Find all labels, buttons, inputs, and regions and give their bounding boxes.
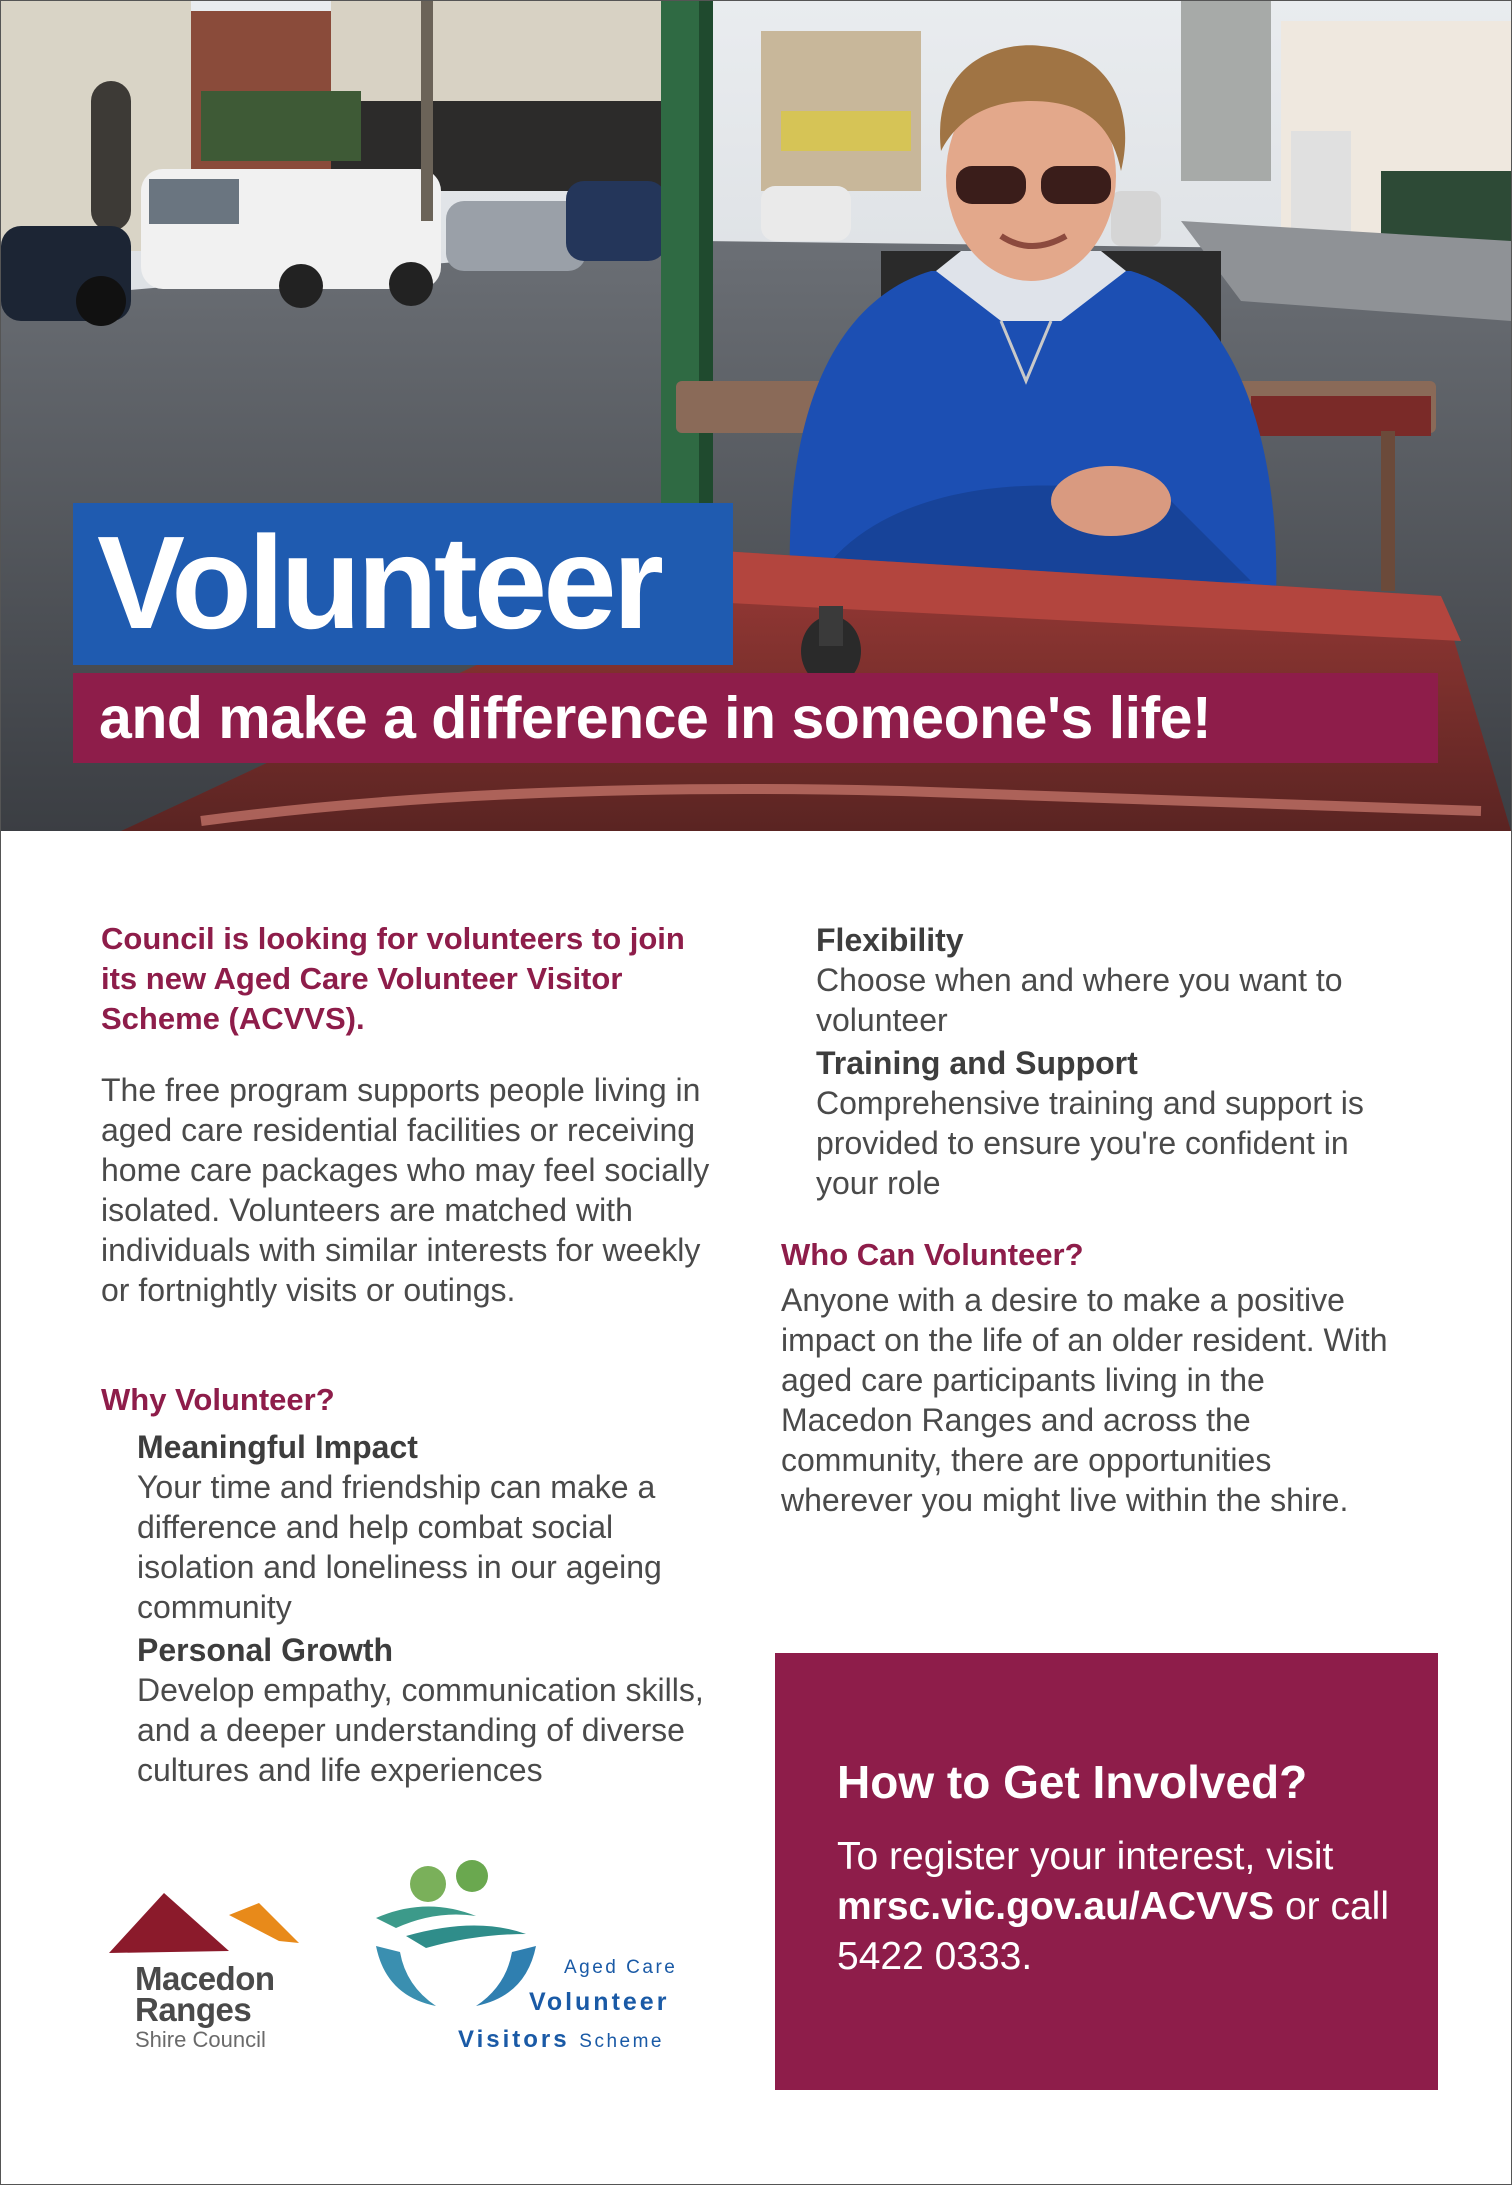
benefit-training-support xyxy=(816,1043,1406,1203)
macedon-ranges-logo xyxy=(109,1881,309,2061)
council-subtitle: Shire Council xyxy=(135,2027,266,2052)
page-title: Volunteer xyxy=(97,509,660,656)
intro-heading: Council is looking for volunteers to join its new Aged Care Volunteer Visitor Scheme (ACVVS). xyxy=(101,921,685,1036)
benefit-text: Your time and friendship can make a difference and help combat social isolation and loneliness in our ageing community xyxy=(137,1469,662,1625)
who-can-volunteer-text: Anyone with a desire to make a positive impact on the life of an older resident. With aged care participants living in the Macedon Ranges and across the community, there are opportunities wherever you might live within the shire. xyxy=(781,1282,1388,1518)
phone-text: or call 5422 0333. xyxy=(837,1885,1390,1978)
mountains-icon xyxy=(109,1881,309,1961)
register-text: To register your interest, visit xyxy=(837,1835,1334,1878)
council-name: Macedon Ranges xyxy=(135,1960,275,2028)
benefit-title: Meaningful Impact xyxy=(137,1429,418,1465)
why-volunteer-heading: Why Volunteer? xyxy=(101,1382,335,1417)
benefit-personal-growth xyxy=(137,1630,737,1790)
benefit-text: Comprehensive training and support is provided to ensure you're confident in your role xyxy=(816,1085,1364,1201)
page-subtitle: and make a difference in someone's life! xyxy=(99,685,1212,751)
title-banner xyxy=(73,503,733,665)
scheme-line-2: Volunteer xyxy=(529,1988,670,2016)
benefit-flexibility xyxy=(816,920,1406,1040)
benefit-title: Training and Support xyxy=(816,1045,1138,1081)
hero-photo xyxy=(1,1,1511,831)
scheme-line-1: Aged Care xyxy=(564,1957,678,1978)
benefit-meaningful-impact xyxy=(137,1427,737,1627)
get-involved-heading: How to Get Involved? xyxy=(837,1756,1308,1808)
who-can-volunteer-heading: Who Can Volunteer? xyxy=(781,1237,1084,1272)
subtitle-banner xyxy=(73,673,1438,763)
benefit-title: Flexibility xyxy=(816,922,964,958)
scheme-line-3: Visitors Scheme xyxy=(458,2026,664,2053)
benefit-text: Develop empathy, communication skills, and a deeper understanding of diverse cultures and life experiences xyxy=(137,1672,704,1788)
get-involved-box xyxy=(775,1653,1438,2090)
register-link[interactable]: mrsc.vic.gov.au/ACVVS xyxy=(837,1885,1275,1928)
benefit-text: Choose when and where you want to volunteer xyxy=(816,962,1343,1038)
people-hands-icon xyxy=(366,1856,546,2016)
get-involved-text xyxy=(837,1832,1397,1982)
program-description: The free program supports people living in aged care residential facilities or receiving home care packages who may feel socially isolated. Volunteers are matched with individuals with similar interests for weekly or fortnightly visits or outings. xyxy=(101,1072,710,1308)
benefit-title: Personal Growth xyxy=(137,1632,394,1668)
acvvs-logo xyxy=(366,1856,696,2066)
